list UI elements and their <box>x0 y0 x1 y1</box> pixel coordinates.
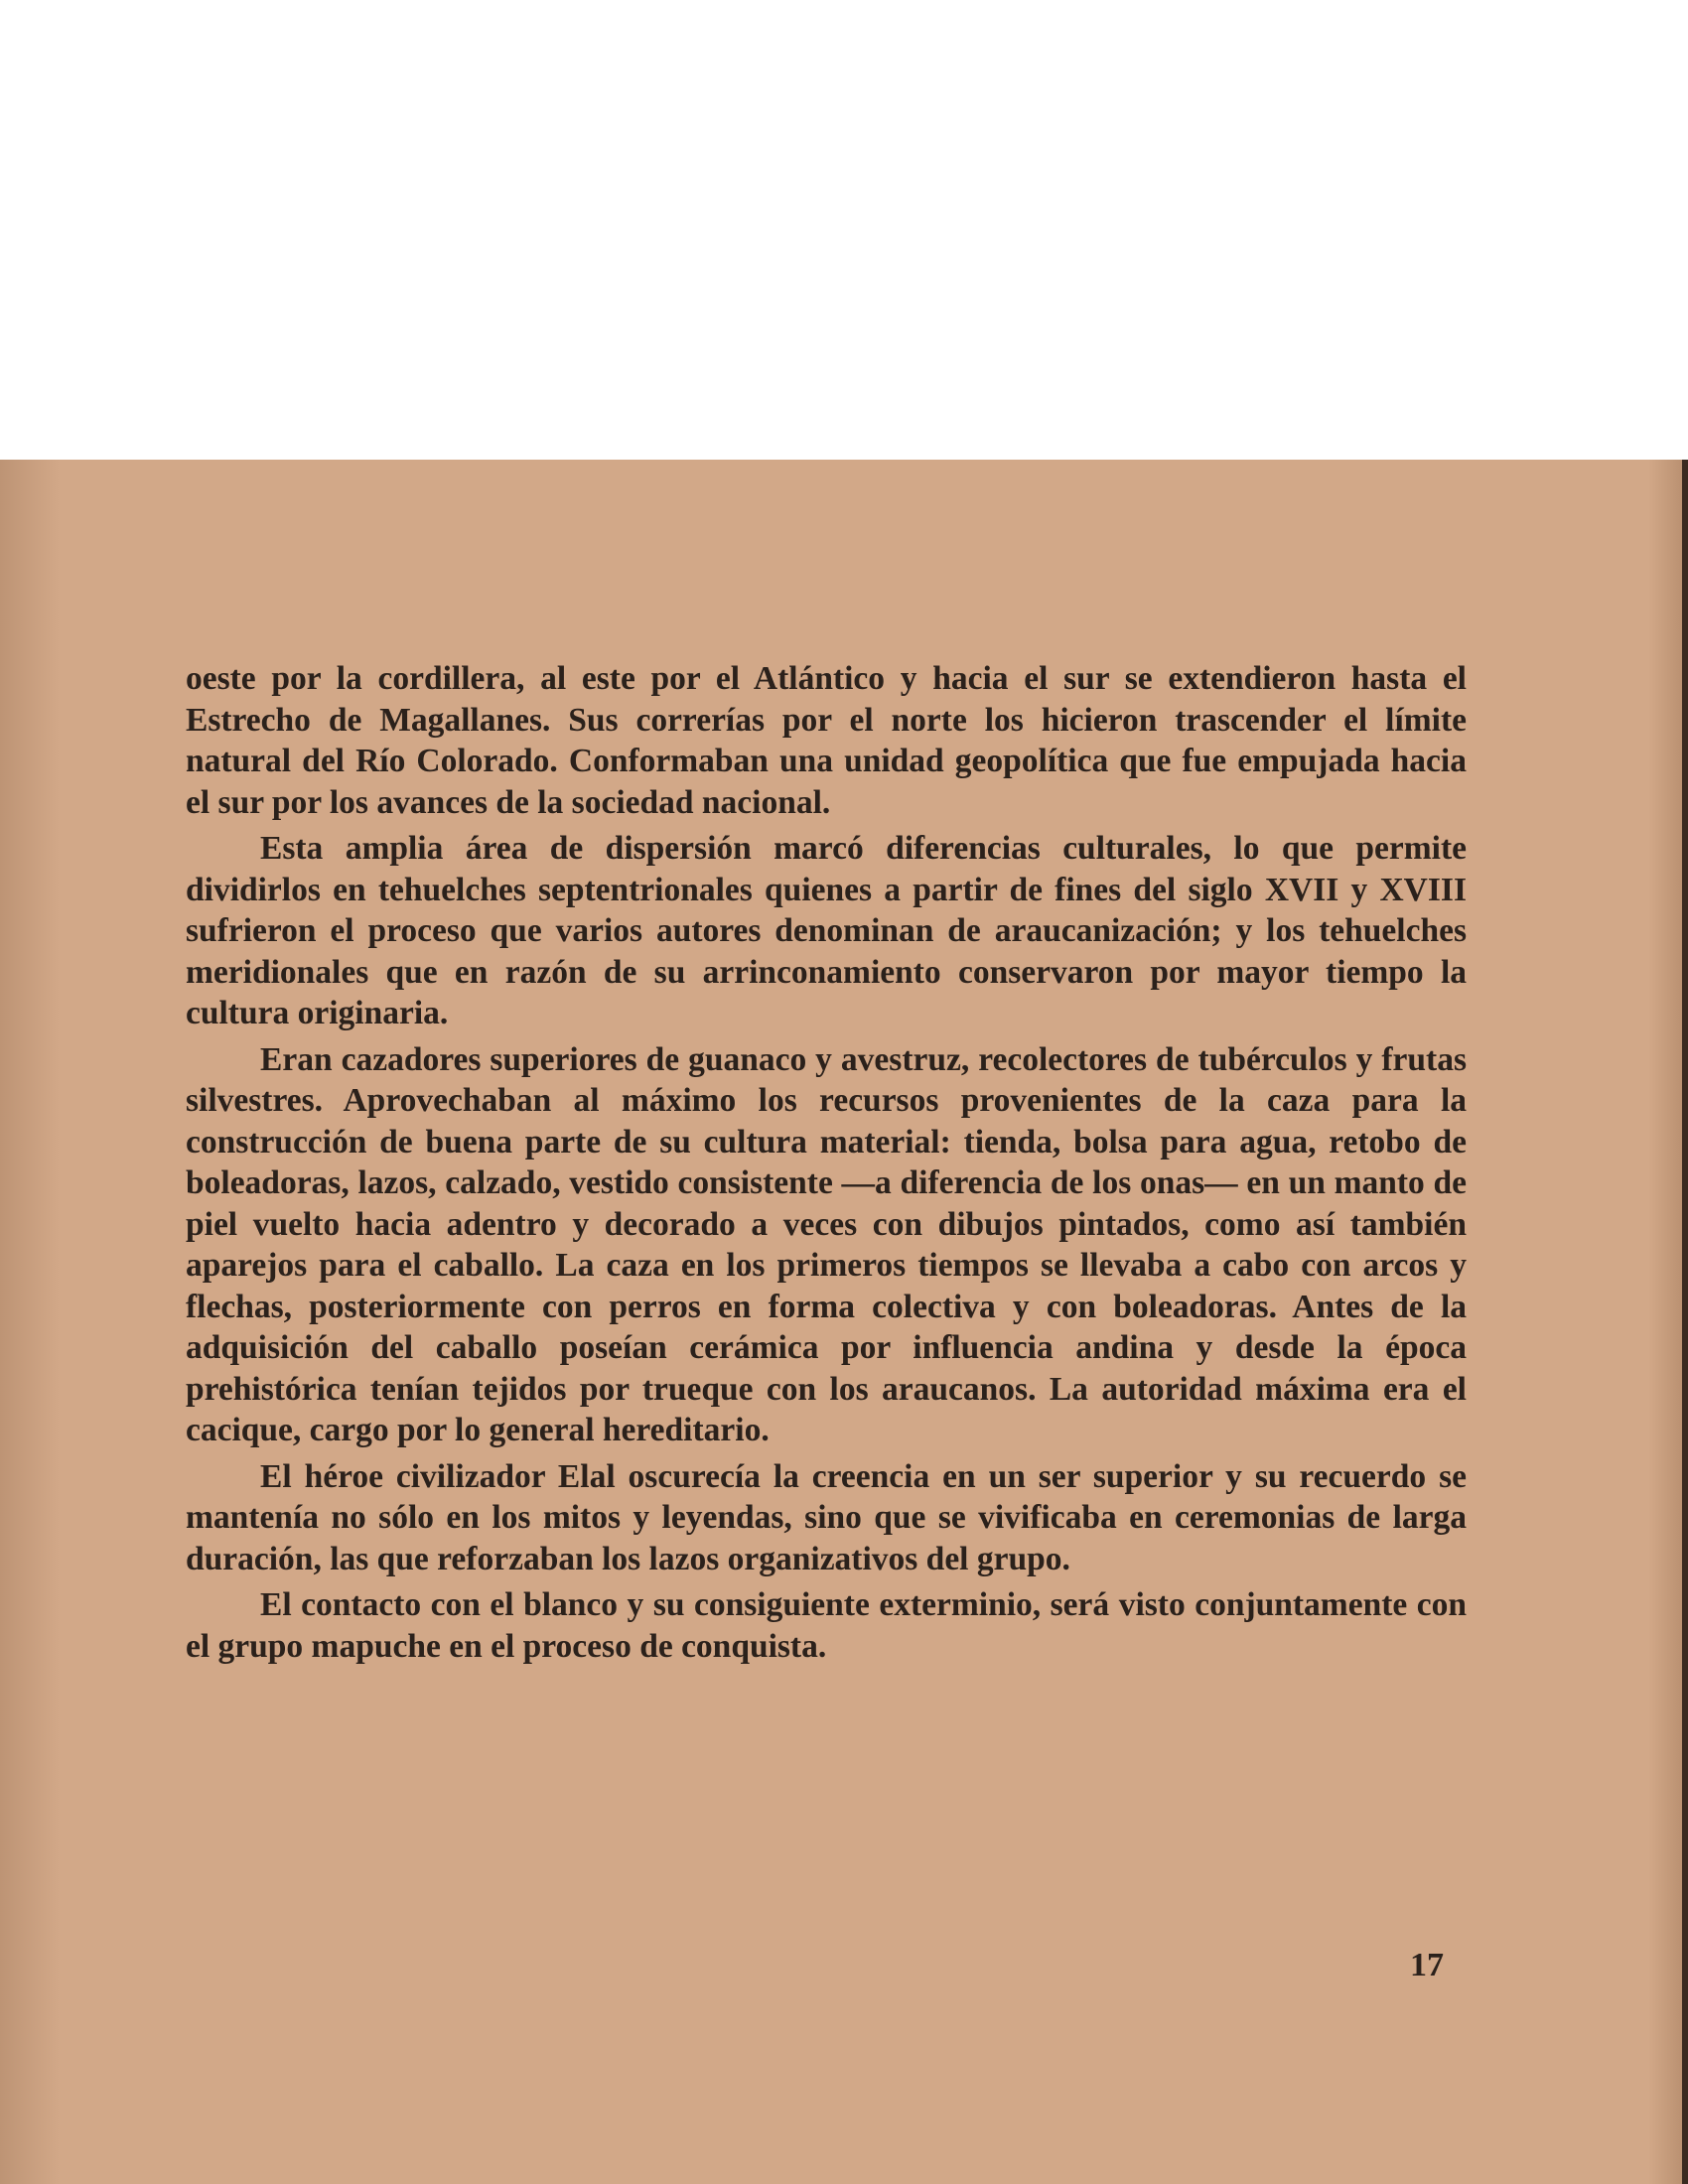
page-edge-shadow <box>1682 460 1688 2184</box>
book-page <box>0 460 1688 2184</box>
paragraph-2: Esta amplia área de dispersión marcó diferencias culturales, lo que permite dividirlos en tehuelches septentrionales quienes a partir de fines del siglo XVII y XVIII sufrieron el proceso que varios autores denominan de araucanización; y los tehuelches meridionales que en razón de su arrinconamiento conservaron por mayor tiempo la cultura originaria. <box>186 830 1467 1031</box>
paragraph-3: Eran cazadores superiores de guanaco y avestruz, recolectores de tubérculos y frutas silvestres. Aprovechaban al máximo los recursos provenientes de la caza para la construcción de buena parte de su cultura material: tienda, bolsa para agua, retobo de boleadoras, lazos, calzado, vestido consistente —a diferencia de los onas— en un manto de piel vuelto hacia adentro y decorado a veces con dibujos pintados, como así también aparejos para el caballo. La caza en los primeros tiempos se llevaba a cabo con arcos y flechas, posteriormente con perros en forma colectiva y con boleadoras. Antes de la adquisición del caballo poseían cerámica por influencia andina y desde la época prehistórica tenían tejidos por trueque con los araucanos. La autoridad máxima era el cacique, cargo por lo general hereditario. <box>186 1040 1467 1448</box>
page-number: 17 <box>1410 1947 1444 1983</box>
paragraph-4: El héroe civilizador Elal oscurecía la creencia en un ser superior y su recuerdo se mantenía no sólo en los mitos y leyendas, sino que se vivificaba en ceremonias de larga duración, las que reforzaban los lazos organizativos del grupo. <box>186 1457 1467 1577</box>
paragraph-5: El contacto con el blanco y su consiguiente exterminio, será visto conjuntamente con el grupo mapuche en el proceso de conquista. <box>186 1586 1467 1665</box>
body-text <box>186 658 1467 1672</box>
paragraph-1: oeste por la cordillera, al este por el Atlántico y hacia el sur se extendieron hasta el Estrecho de Magallanes. Sus correrías por el norte los hicieron trascender el límite natural del Río Colorado. Conformaban una unidad geopolítica que fue empujada hacia el sur por los avances de la sociedad nacional. <box>186 660 1467 821</box>
